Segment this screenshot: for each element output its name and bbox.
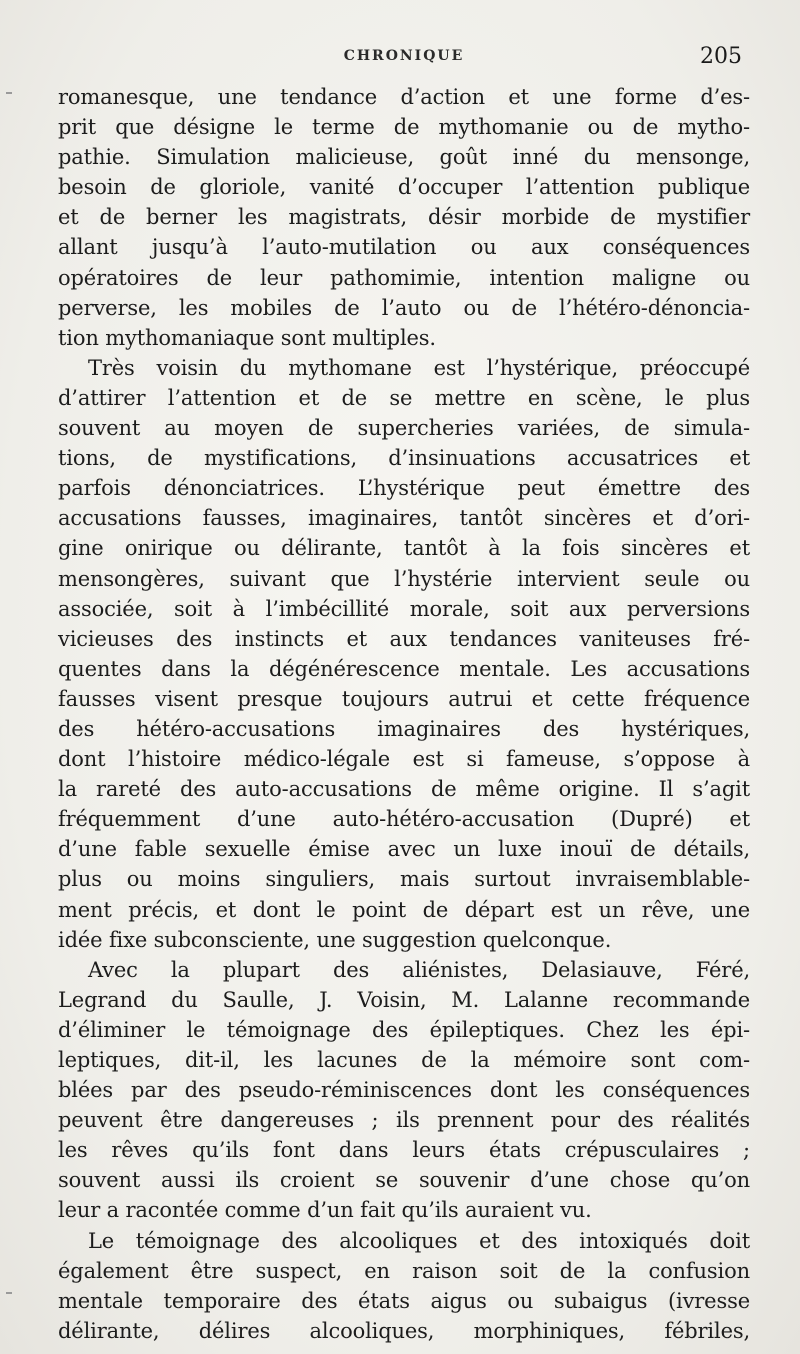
- page-header: [58, 44, 750, 74]
- text-line: parfois dénonciatrices. L’hystérique peut émettre des: [58, 476, 750, 501]
- text-line: ment précis, et dont le point de départ est un rêve, une: [58, 897, 750, 922]
- text-line: quentes dans la dégénérescence mentale. Les accusations: [58, 656, 750, 681]
- text-line: accusations fausses, imaginaires, tantôt sincères et d’ori-: [58, 506, 750, 531]
- text-line: des hétéro-accusations imaginaires des hystériques,: [58, 716, 750, 741]
- text-line: fréquemment d’une auto-hétéro-accusation (Dupré) et: [58, 807, 750, 832]
- text-line: Legrand du Saulle, J. Voisin, M. Lalanne recommande: [58, 987, 750, 1012]
- paragraph-start-line: Avec la plupart des aliénistes, Delasiauve, Féré,: [88, 957, 750, 982]
- text-line: opératoires de leur pathomimie, intention maligne ou: [58, 265, 750, 290]
- paragraph-start-line: Très voisin du mythomane est l’hystérique, préoccupé: [88, 355, 750, 380]
- text-line: d’attirer l’attention et de se mettre en scène, le plus: [58, 385, 750, 410]
- paragraph-start-line: Le témoignage des alcooliques et des intoxiqués doit: [88, 1228, 750, 1253]
- text-line: besoin de gloriole, vanité d’occuper l’attention publique: [58, 175, 750, 200]
- text-line: prit que désigne le terme de mythomanie ou de mytho-: [58, 115, 750, 140]
- text-line: souvent au moyen de supercheries variées, de simula-: [58, 416, 750, 441]
- paragraph-end-line: leur a racontée comme d’un fait qu’ils auraient vu.: [58, 1198, 592, 1223]
- text-line: dont l’histoire médico-légale est si fameuse, s’oppose à: [58, 747, 750, 772]
- text-line: blées par des pseudo-réminiscences dont les conséquences: [58, 1078, 750, 1103]
- text-line: allant jusqu’à l’auto-mutilation ou aux conséquences: [58, 235, 750, 260]
- text-line: pathie. Simulation malicieuse, goût inné du mensonge,: [58, 145, 750, 170]
- text-line: associée, soit à l’imbécillité morale, soit aux perversions: [58, 596, 750, 621]
- text-line: gine onirique ou délirante, tantôt à la fois sincères et: [58, 536, 750, 561]
- text-line: la rareté des auto-accusations de même origine. Il s’agit: [58, 777, 750, 802]
- text-line: mensongères, suivant que l’hystérie intervient seule ou: [58, 566, 750, 591]
- text-line: perverse, les mobiles de l’auto ou de l’hétéro-dénoncia-: [58, 295, 750, 320]
- text-line: souvent aussi ils croient se souvenir d’une chose qu’on: [58, 1168, 750, 1193]
- text-line: délirante, délires alcooliques, morphiniques, fébriles,: [58, 1318, 750, 1343]
- paragraph-end-line: idée fixe subconsciente, une suggestion quelconque.: [58, 927, 612, 952]
- text-line: les rêves qu’ils font dans leurs états crépusculaires ;: [58, 1138, 750, 1163]
- body-text: [58, 82, 750, 1346]
- text-line: romanesque, une tendance d’action et une forme d’es-: [58, 85, 750, 109]
- text-line: leptiques, dit-il, les lacunes de la mémoire sont com-: [58, 1048, 750, 1072]
- text-line: fausses visent presque toujours autrui et cette fréquence: [58, 686, 750, 711]
- text-line: plus ou moins singuliers, mais surtout invraisemblable-: [58, 867, 750, 892]
- margin-mark: [6, 1292, 12, 1294]
- page-number: 205: [700, 44, 742, 69]
- text-line: tions, de mystifications, d’insinuations accusatrices et: [58, 446, 750, 471]
- paragraph-end-line: tion mythomaniaque sont multiples.: [58, 325, 436, 350]
- text-line: et de berner les magistrats, désir morbide de mystifier: [58, 205, 750, 230]
- text-line: mentale temporaire des états aigus ou subaigus (ivresse: [58, 1288, 750, 1313]
- margin-mark: [6, 92, 12, 94]
- text-line: d’une fable sexuelle émise avec un luxe inouï de détails,: [58, 837, 750, 862]
- running-head: CHRONIQUE: [343, 48, 465, 64]
- text-line: vicieuses des instincts et aux tendances vaniteuses fré-: [58, 626, 750, 651]
- text-line: d’éliminer le témoignage des épileptiques. Chez les épi-: [58, 1017, 750, 1042]
- text-line: peuvent être dangereuses ; ils prennent pour des réalités: [58, 1108, 750, 1133]
- text-line: également être suspect, en raison soit de la confusion: [58, 1258, 750, 1283]
